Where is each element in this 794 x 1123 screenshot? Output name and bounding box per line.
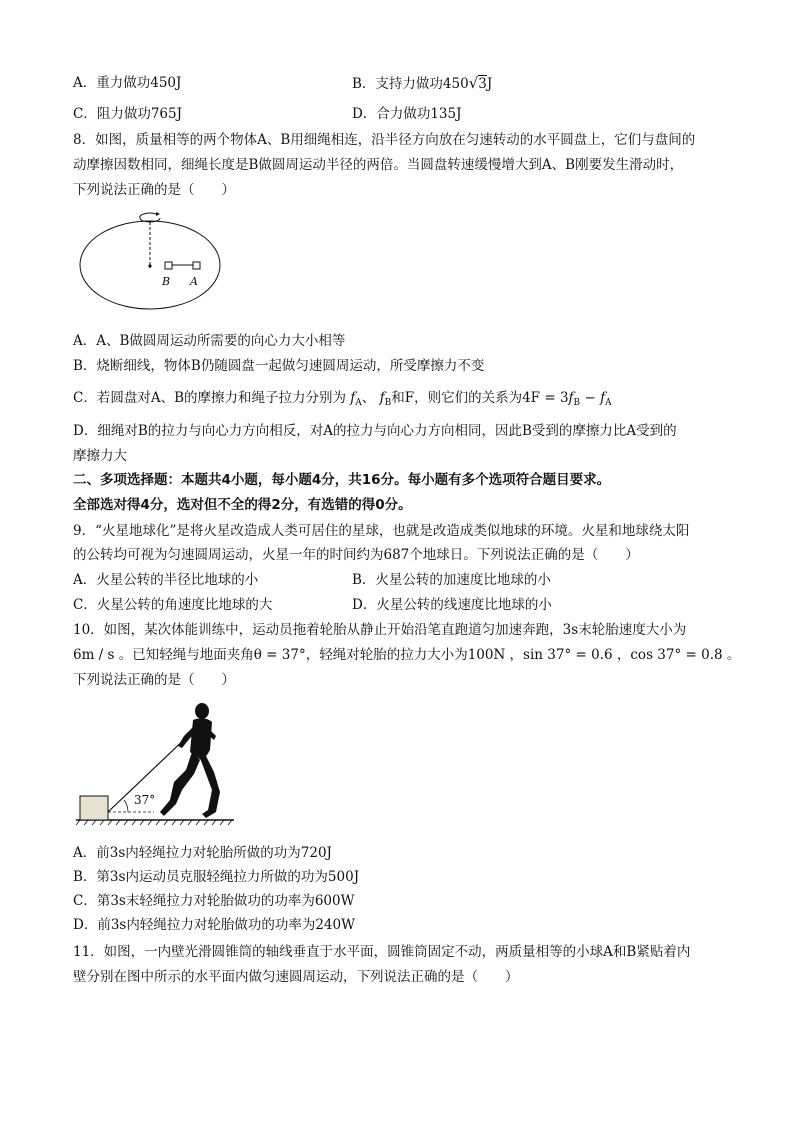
q9-stem-line-2: 的公转均可视为匀速圆周运动，火星一年的时间约为687个地球日。下列说法正确的是（ ） [73,547,639,563]
separator: 、 [361,390,376,406]
q8-option-b: B．烧断细线，物体B仍随圆盘一起做匀速圆周运动，所受摩擦力不变 [73,358,485,374]
tire-block [80,796,108,820]
label-b: B [162,275,171,288]
q7-option-b-number: 450 [442,76,469,92]
q7-option-a: A．重力做功450J [73,75,182,91]
q11-stem-line-1: 11．如图，一内壁光滑圆锥筒的轴线垂直于水平面，圆锥筒固定不动，两质量相等的小球A和B紧贴着内 [73,944,691,960]
q9-option-d: D．火星公转的线速度比地球的小 [352,597,552,613]
sub-a-2: A [605,398,612,408]
q8-option-c-text: C．若圆盘对A、B的摩擦力和绳子拉力分别为 [73,390,346,406]
block-b [165,262,172,269]
q10-stem-line-2: 6m / s 。已知轻绳与地面夹角θ = 37°，轻绳对轮胎的拉力大小为100N ，sin 37° = 0.6 ，cos 37° = 0.8 。 [73,647,741,663]
q8-stem-line-1: 8．如图，质量相等的两个物体A、B用细绳相连，沿半径方向放在匀速转动的水平圆盘上，它们与盘间的 [73,132,696,148]
f-symbol: f [350,390,356,406]
q7-option-b-root: 3 [478,76,487,92]
sub-b-2: B [573,398,581,408]
q7-option-c: C．阻力做功765J [73,106,183,122]
q8-stem-line-2: 动摩擦因数相同，细绳长度是B做圆周运动半径的两倍。当圆盘转速缓慢增大到A、B刚要发生滑动时， [73,157,684,173]
runner-silhouette [160,703,220,818]
q8-disc-figure [78,208,238,320]
q7-option-b-unit: J [486,76,493,92]
q9-option-b: B．火星公转的加速度比地球的小 [352,572,551,588]
q9-option-c: C．火星公转的角速度比地球的大 [73,597,273,613]
q11-stem-line-2: 壁分别在图中所示的水平面内做匀速圆周运动，下列说法正确的是（ ） [73,969,519,985]
angle-arc [124,800,128,812]
block-a [193,262,200,269]
q10-stem-line-3: 下列说法正确的是（ ） [73,672,235,688]
section-2-heading-line-2: 全部选对得4分，选对但不全的得2分，有选错的得0分。 [73,497,412,513]
q8-stem-line-3: 下列说法正确的是（ ） [73,182,235,198]
q8-option-d-line-2: 摩擦力大 [73,448,127,464]
q8-option-c-mid: 和F，则它们的关系为 [391,390,523,406]
q7-option-b-label: B．支持力做功 [352,76,443,92]
q7-option-d: D．合力做功135J [352,106,462,122]
q10-option-d: D．前3s内轻绳拉力对轮胎做功的功率为240W [73,917,355,933]
angle-label: 37° [134,793,156,807]
f-symbol-3: f [568,390,574,406]
q9-option-a: A．火星公转的半径比地球的小 [73,572,259,588]
sub-b: B [384,398,392,408]
disc-center [148,264,151,267]
q10-option-a: A．前3s内轻绳拉力对轮胎所做的功为720J [73,845,332,861]
q10-runner-figure [74,700,244,828]
f-symbol-4: f [600,390,606,406]
ground-hatching [76,820,232,825]
q10-option-b: B．第3s内运动员克服轻绳拉力所做的功为500J [73,869,360,885]
q8-option-d-line-1: D．细绳对B的拉力与向心力方向相反，对A的拉力与向心力方向相同，因此B受到的摩擦力比A受到的 [73,423,677,439]
q8-option-c [73,388,612,413]
label-a: A [190,275,198,288]
q10-stem-line-1: 10．如图，某次体能训练中，运动员拖着轮胎从静止开始沿笔直跑道匀加速奔跑，3s末轮胎速度大小为 [73,622,687,638]
q8-equation-lhs: 4F = 3 [522,390,569,406]
q7-option-b: B．支持力做功450√3J [352,74,493,92]
q9-stem-line-1: 9．“火星地球化”是将火星改造成人类可居住的星球，也就是改造成类似地球的环境。火星和地球绕太阳 [73,523,690,539]
sub-a: A [355,398,362,408]
section-2-heading-line-1: 二、多项选择题：本题共4小题，每小题4分，共16分。每小题有多个选项符合题目要求。 [73,472,611,488]
minus: − [580,390,601,406]
q8-option-a: A．A、B做圆周运动所需要的向心力大小相等 [73,333,346,349]
q10-option-c: C．第3s末轻绳拉力对轮胎做功的功率为600W [73,893,355,909]
f-symbol-2: f [379,390,385,406]
